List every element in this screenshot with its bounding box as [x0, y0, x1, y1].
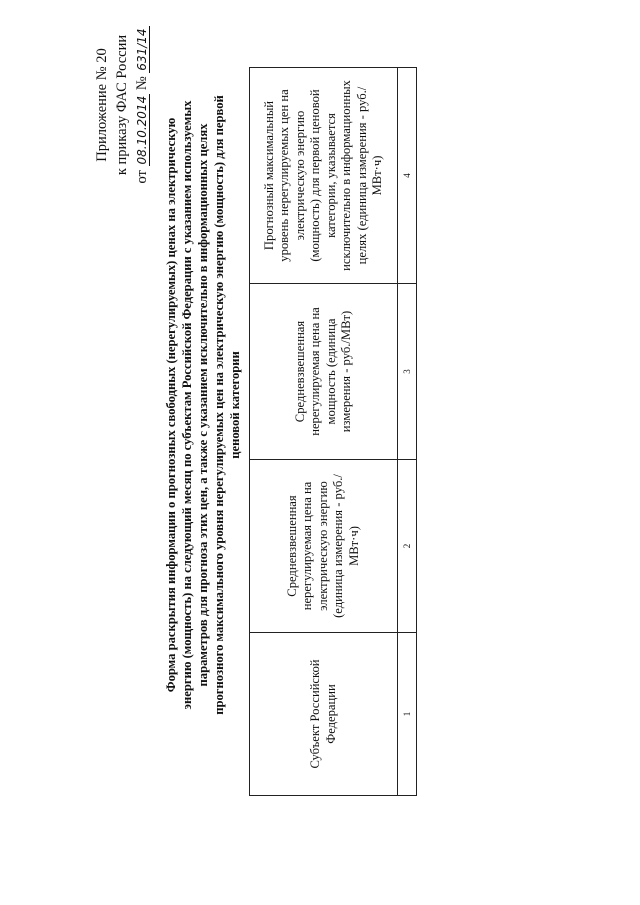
- title-line: энергию (мощность) на следующий месяц по субъектам Российской Федерации с указанием используемых: [180, 100, 194, 710]
- disclosure-table: [249, 67, 417, 796]
- title-line: Форма раскрытия информации о прогнозных свободных (нерегулируемых) ценах на электрическую: [164, 117, 178, 693]
- header-cell-region: Субъект Российской Федерации: [250, 633, 398, 796]
- appendix-from-label: от: [134, 170, 150, 184]
- header-cell-capacity-price: Средневзвешенная нерегулируемая цена на мощность (единица измерения - руб./МВт): [250, 284, 398, 460]
- header-cell-energy-price: Средневзвешенная нерегулируемая цена на электрическую энергию (единица измерения - руб./МВт·ч): [250, 460, 398, 633]
- title-line: ценовой категории: [228, 351, 242, 459]
- column-number: 4: [398, 68, 417, 284]
- column-number: 3: [398, 284, 417, 460]
- table-number-row: [398, 68, 417, 796]
- appendix-number: Приложение № 20: [94, 48, 110, 162]
- form-title: [163, 45, 243, 765]
- appendix-date: 08.10.2014: [135, 95, 149, 165]
- title-line: параметров для прогноза этих цен, а также с указанием исключительно в информационных целях: [196, 123, 210, 687]
- table-header-row: [250, 68, 398, 796]
- appendix-date-line: [132, 5, 152, 205]
- column-number: 2: [398, 460, 417, 633]
- appendix-order: к приказу ФАС России: [114, 34, 130, 176]
- title-line: прогнозного максимального уровня нерегулируемых цен на электрическую энергию (мощность) для первой: [212, 95, 226, 715]
- appendix-header: [92, 5, 152, 205]
- appendix-order-number: 631/14: [135, 28, 149, 71]
- column-number: 1: [398, 633, 417, 796]
- header-cell-max-price-forecast: Прогнозный максимальный уровень нерегулируемых цен на электрическую энергию (мощность) для первой ценовой категории, указывается исключительно в информационных целях (единица измерения - руб./МВт·ч): [250, 68, 398, 284]
- appendix-number-label: №: [134, 76, 150, 91]
